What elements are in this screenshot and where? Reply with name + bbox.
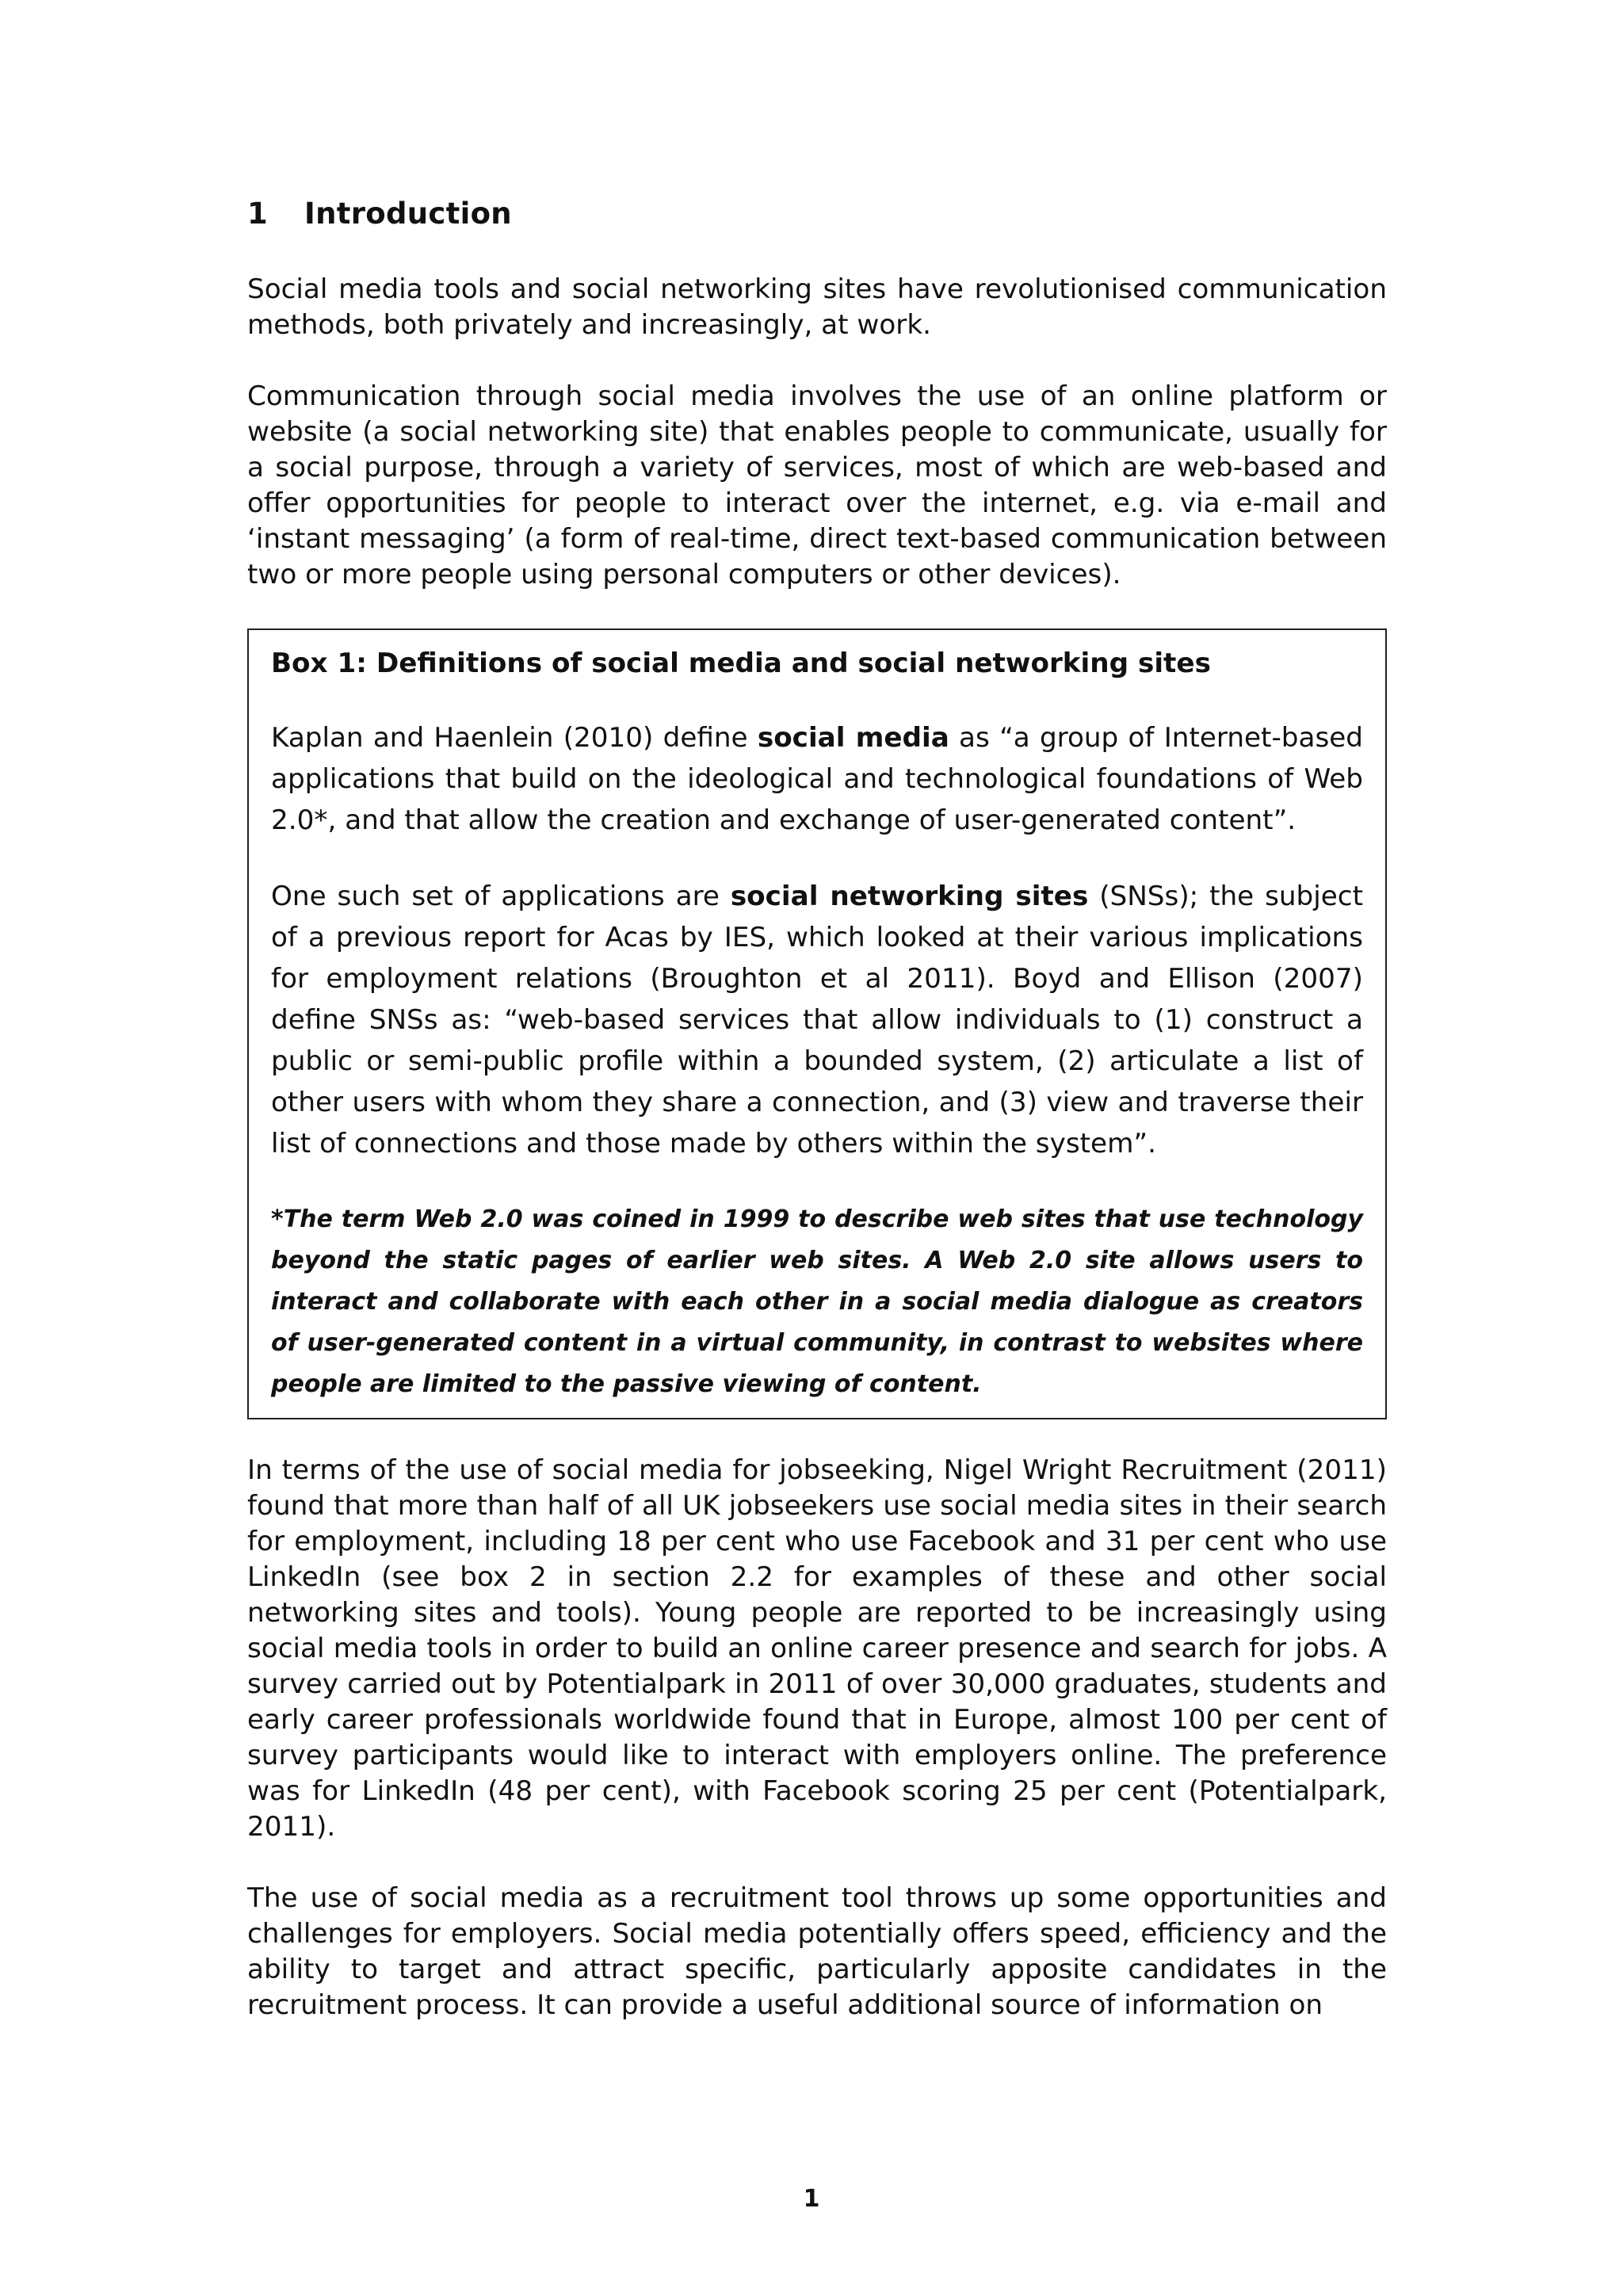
box-term-sns: social networking sites: [730, 881, 1089, 912]
box-title: Box 1: Definitions of social media and social networking sites: [271, 648, 1211, 679]
box-text: Kaplan and Haenlein (2010) define: [271, 722, 758, 754]
paragraph-jobseeking: In terms of the use of social media for jobseeking, Nigel Wright Recruitment (2011) found that more than half of all UK jobseekers use social media sites in their search for employment, including 18 per cent who use Facebook and 31 per cent who use LinkedIn (see box 2 in section 2.2 for examples of these and other social networking sites and tools). Young people are reported to be increasingly using social media tools in order to build an online career presence and search for jobs. A survey carried out by Potentialpark in 2011 of over 30,000 graduates, students and early career professionals worldwide found that in Europe, almost 100 per cent of survey participants would like to interact with employers online. The preference was for LinkedIn (48 per cent), with Facebook scoring 25 per cent (Potentialpark, 2011).: [247, 1454, 1387, 1843]
box-term-social-media: social media: [757, 722, 949, 754]
section-heading: [247, 194, 1387, 234]
box-paragraph-sns: [271, 876, 1363, 1164]
box-text: as “a group of Internet-based applications that build on the ideological and technological foundations of Web 2.0*, and that allow the creation and exchange of user-generated content”.: [271, 722, 1363, 836]
definitions-box: [247, 628, 1387, 1419]
box-footnote: *The term Web 2.0 was coined in 1999 to describe web sites that use technology beyond the static pages of earlier web sites. A Web 2.0 site allows users to interact and collaborate with each other in a social media dialogue as creators of user-generated content in a virtual community, in contrast to websites where people are limited to the passive viewing of content.: [271, 1205, 1363, 1398]
section-title: Introduction: [304, 197, 512, 231]
box-text: One such set of applications are: [271, 881, 731, 912]
box-text: (SNSs); the subject of a previous report for Acas by IES, which looked at their various implications for employment relations (Broughton et al 2011). Boyd and Ellison (2007) define SNSs as: “web-based services that allow individuals to (1) construct a public or semi-public profile within a bounded system, (2) articulate a list of other users with whom they share a connection, and (3) view and traverse their list of connections and those made by others within the system”.: [271, 881, 1363, 1159]
page-content: [247, 194, 1387, 2059]
box-paragraph-social-media: [271, 717, 1363, 841]
page-number: 1: [803, 2185, 820, 2213]
paragraph-recruitment: The use of social media as a recruitment tool throws up some opportunities and challenges for employers. Social media potentially offers speed, efficiency and the ability to target and attract specific, particularly apposite candidates in the recruitment process. It can provide a useful additional source of information on: [247, 1882, 1387, 2021]
section-number: 1: [247, 197, 269, 231]
paragraph-communication: Communication through social media involves the use of an online platform or website (a social networking site) that enables people to communicate, usually for a social purpose, through a variety of services, most of which are web-based and offer opportunities for people to interact over the internet, e.g. via e-mail and ‘instant messaging’ (a form of real-time, direct text-based communication between two or more people using personal computers or other devices).: [247, 380, 1387, 590]
paragraph-intro: Social media tools and social networking sites have revolutionised communication methods, both privately and increasingly, at work.: [247, 273, 1387, 341]
